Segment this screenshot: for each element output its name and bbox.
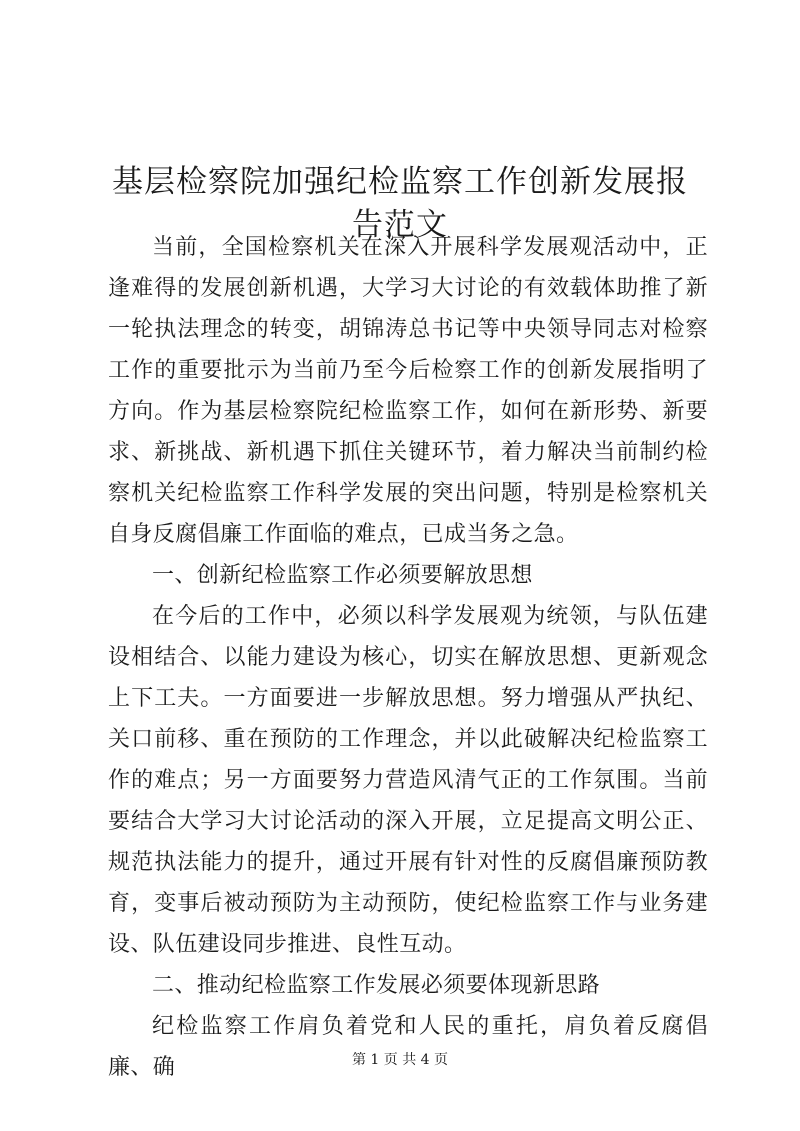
section-heading-1: 一、创新纪检监察工作必须要解放思想: [152, 563, 533, 588]
document-title: 基层检察院加强纪检监察工作创新发展报告范文: [112, 163, 688, 243]
page-footer: 第 1 页 共 4 页: [351, 1052, 449, 1068]
document-body: [108, 227, 708, 1088]
paragraph-intro: 当前，全国检察机关在深入开展科学发展观活动中，正逢难得的发展创新机遇，大学习大讨论的有效载体助推了新一轮执法理念的转变，胡锦涛总书记等中央领导同志对检察工作的重要批示为当前乃至今后检察工作的创新发展指明了方向。作为基层检察院纪检监察工作，如何在新形势、新要求、新挑战、新机遇下抓住关键环节，着力解决当前制约检察机关纪检监察工作科学发展的突出问题，特别是检察机关自身反腐倡廉工作面临的难点，已成当务之急。: [108, 235, 708, 547]
paragraph-section-1: 在今后的工作中，必须以科学发展观为统领，与队伍建设相结合、以能力建设为核心，切实在解放思想、更新观念上下工夫。一方面要进一步解放思想。努力增强从严执纪、关口前移、重在预防的工作理念，并以此破解决纪检监察工作的难点；另一方面要努力营造风清气正的工作氛围。当前要结合大学习大讨论活动的深入开展，立足提高文明公正、规范执法能力的提升，通过开展有针对性的反腐倡廉预防教育，变事后被动预防为主动预防，使纪检监察工作与业务建设、队伍建设同步推进、良性互动。: [108, 604, 708, 957]
section-heading-2: 二、推动纪检监察工作发展必须要体现新思路: [152, 973, 601, 998]
paragraph-section-2: 纪检监察工作肩负着党和人民的重托，肩负着反腐倡廉、确: [108, 1014, 708, 1080]
